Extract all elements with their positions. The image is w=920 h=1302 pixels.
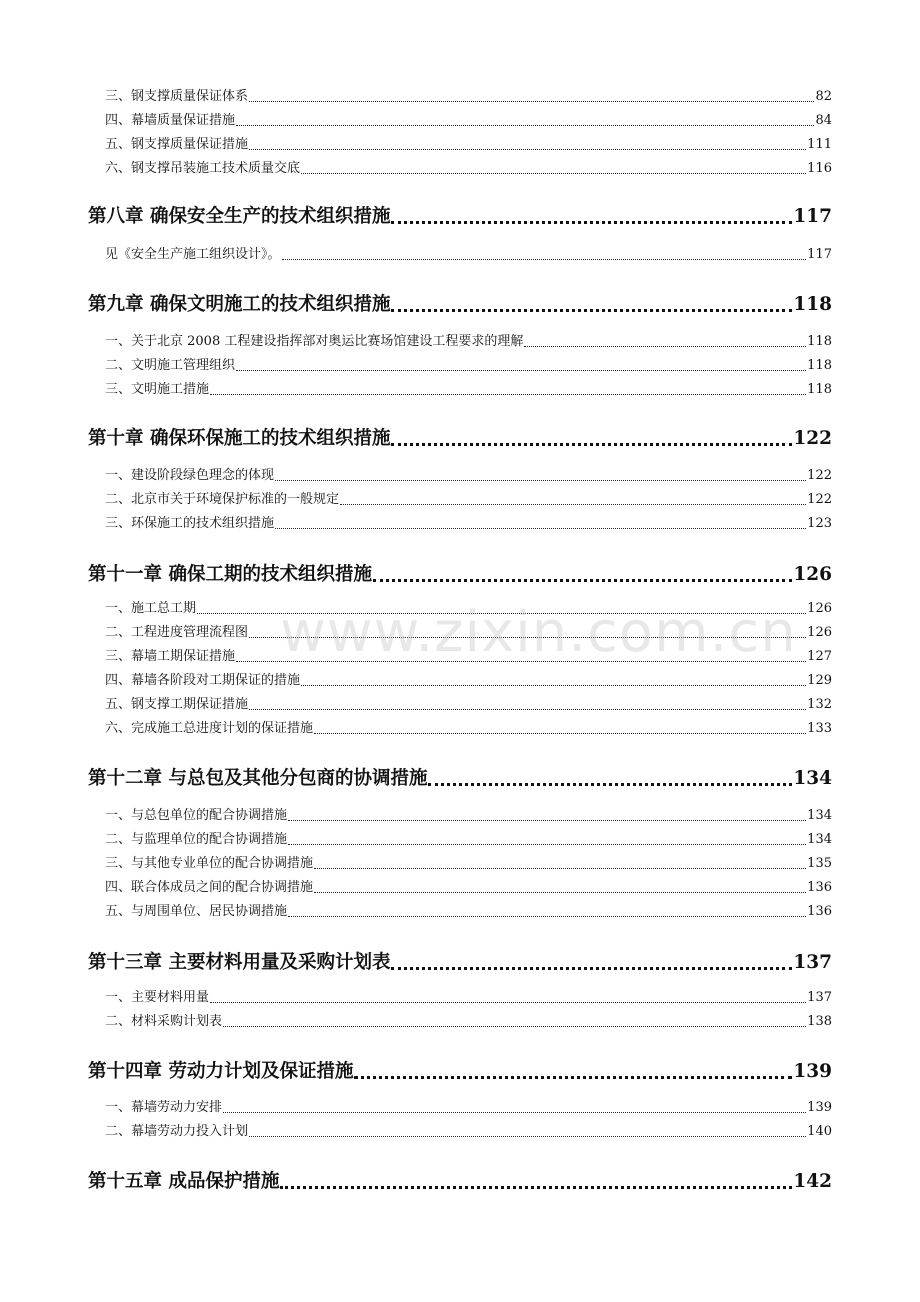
toc-section-entry[interactable] [105,465,832,485]
toc-entry-page-number: 133 [807,721,832,736]
dot-leader [223,1025,806,1027]
toc-entry-page-number: 126 [793,564,832,585]
toc-section-entry[interactable] [105,901,832,921]
toc-entry-title: 二、与监理单位的配合协调措施 [105,832,288,847]
toc-entry-page-number: 134 [807,832,832,847]
toc-entry-title: 第十三章 主要材料用量及采购计划表 [88,952,391,973]
dot-leader [391,442,792,446]
dot-leader [223,1111,806,1113]
toc-entry-title: 五、钢支撑质量保证措施 [105,137,249,152]
dot-leader [236,124,814,126]
dot-leader [210,393,806,395]
dot-leader [197,612,806,614]
dot-leader [288,915,806,917]
toc-entry-title: 第十五章 成品保护措施 [88,1171,280,1192]
toc-section-entry[interactable] [105,829,832,849]
toc-entry-title: 二、文明施工管理组织 [105,358,236,373]
dot-leader [275,479,806,481]
toc-entry-title: 二、北京市关于环境保护标准的一般规定 [105,492,340,507]
toc-entry-page-number: 132 [807,697,832,712]
toc-entry-page-number: 136 [807,880,832,895]
toc-section-entry[interactable] [105,877,832,897]
toc-entry-page-number: 117 [793,206,832,227]
toc-section-entry[interactable] [105,134,832,154]
dot-leader [340,503,806,505]
toc-entry-title: 第十章 确保环保施工的技术组织措施 [88,428,391,449]
dot-leader [288,843,806,845]
toc-section-entry[interactable] [105,1121,832,1141]
toc-section-entry[interactable] [105,489,832,509]
toc-entry-title: 二、材料采购计划表 [105,1014,223,1029]
toc-entry-title: 四、联合体成员之间的配合协调措施 [105,880,314,895]
toc-section-entry[interactable] [105,331,832,351]
toc-section-entry[interactable] [105,718,832,738]
dot-leader [354,1075,792,1079]
dot-leader [314,732,806,734]
toc-section-entry[interactable] [105,987,832,1007]
toc-section-entry[interactable] [105,622,832,642]
toc-entry-title: 一、主要材料用量 [105,990,210,1005]
toc-entry-title: 一、与总包单位的配合协调措施 [105,808,288,823]
toc-entry-page-number: 116 [807,161,832,176]
toc-chapter-entry[interactable] [88,764,832,792]
toc-entry-page-number: 118 [793,294,832,315]
toc-entry-title: 六、钢支撑吊装施工技术质量交底 [105,161,301,176]
toc-entry-page-number: 122 [807,492,832,507]
toc-entry-page-number: 118 [807,334,832,349]
dot-leader [210,1001,806,1003]
toc-section-entry[interactable] [105,355,832,375]
toc-entry-page-number: 117 [807,247,832,262]
toc-entry-page-number: 126 [807,625,832,640]
toc-entry-title: 第九章 确保文明施工的技术组织措施 [88,294,391,315]
toc-entry-page-number: 118 [807,358,832,373]
toc-section-entry[interactable] [105,805,832,825]
dot-leader [249,636,806,638]
toc-entry-page-number: 111 [807,137,832,152]
toc-section-entry[interactable] [105,853,832,873]
toc-section-entry[interactable] [105,598,832,618]
toc-chapter-entry[interactable] [88,1057,832,1085]
toc-entry-title: 一、建设阶段绿色理念的体现 [105,468,275,483]
toc-entry-page-number: 137 [793,952,832,973]
toc-entry-title: 五、钢支撑工期保证措施 [105,697,249,712]
toc-section-entry[interactable] [105,670,832,690]
toc-entry-page-number: 139 [807,1100,832,1115]
toc-entry-page-number: 122 [807,468,832,483]
toc-entry-title: 一、幕墙劳动力安排 [105,1100,223,1115]
dot-leader [280,1185,792,1189]
toc-chapter-entry[interactable] [88,202,832,230]
toc-section-entry[interactable] [105,1011,832,1031]
toc-entry-title: 第十四章 劳动力计划及保证措施 [88,1061,354,1082]
dot-leader [301,172,806,174]
toc-entry-title: 第十二章 与总包及其他分包商的协调措施 [88,768,428,789]
toc-entry-title: 三、文明施工措施 [105,382,210,397]
toc-entry-title: 见《安全生产施工组织设计》。 [105,247,281,262]
toc-entry-page-number: 140 [807,1124,832,1139]
dot-leader [249,148,806,150]
toc-entry-page-number: 135 [807,856,832,871]
toc-entry-page-number: 129 [807,673,832,688]
toc-entry-title: 二、工程进度管理流程图 [105,625,249,640]
toc-entry-page-number: 134 [807,808,832,823]
dot-leader [391,966,792,970]
toc-chapter-entry[interactable] [88,1167,832,1195]
toc-section-entry[interactable] [105,244,832,264]
toc-chapter-entry[interactable] [88,290,832,318]
dot-leader [282,258,807,260]
toc-section-entry[interactable] [105,379,832,399]
toc-entry-title: 一、施工总工期 [105,601,197,616]
toc-chapter-entry[interactable] [88,948,832,976]
toc-entry-page-number: 118 [807,382,832,397]
toc-chapter-entry[interactable] [88,424,832,452]
toc-section-entry[interactable] [105,513,832,533]
toc-entry-page-number: 139 [793,1061,832,1082]
toc-entry-title: 三、与其他专业单位的配合协调措施 [105,856,314,871]
dot-leader [428,782,792,786]
toc-section-entry[interactable] [105,694,832,714]
toc-entry-page-number: 126 [807,601,832,616]
dot-leader [275,527,806,529]
dot-leader [236,369,806,371]
dot-leader [391,308,792,312]
dot-leader [301,684,806,686]
toc-entry-page-number: 142 [793,1171,832,1192]
dot-leader [524,345,806,347]
toc-section-entry[interactable] [105,1097,832,1117]
toc-entry-title: 一、关于北京 2008 工程建设指挥部对奥运比赛场馆建设工程要求的理解 [105,334,524,349]
toc-section-entry[interactable] [105,110,832,130]
toc-section-entry[interactable] [105,86,832,106]
toc-entry-title: 第八章 确保安全生产的技术组织措施 [88,206,391,227]
toc-entry-title: 第十一章 确保工期的技术组织措施 [88,564,372,585]
toc-section-entry[interactable] [105,158,832,178]
dot-leader [236,660,806,662]
toc-entry-page-number: 127 [807,649,832,664]
dot-leader [391,220,792,224]
dot-leader [249,708,806,710]
toc-entry-page-number: 122 [793,428,832,449]
dot-leader [314,891,806,893]
toc-entry-title: 三、环保施工的技术组织措施 [105,516,275,531]
toc-entry-page-number: 134 [793,768,832,789]
toc-entry-page-number: 82 [815,89,832,104]
watermark: www.zixin.com.cn [280,600,797,665]
dot-leader [314,867,806,869]
toc-entry-title: 五、与周围单位、居民协调措施 [105,904,288,919]
toc-section-entry[interactable] [105,646,832,666]
toc-entry-page-number: 137 [807,990,832,1005]
toc-entry-title: 二、幕墙劳动力投入计划 [105,1124,249,1139]
toc-entry-title: 三、钢支撑质量保证体系 [105,89,249,104]
toc-entry-title: 四、幕墙各阶段对工期保证的措施 [105,673,301,688]
toc-entry-page-number: 84 [815,113,832,128]
toc-entry-title: 四、幕墙质量保证措施 [105,113,236,128]
toc-entry-page-number: 136 [807,904,832,919]
toc-entry-title: 三、幕墙工期保证措施 [105,649,236,664]
toc-entry-page-number: 123 [807,516,832,531]
toc-chapter-entry[interactable] [88,560,832,588]
dot-leader [288,819,806,821]
dot-leader [249,1135,806,1137]
toc-entry-title: 六、完成施工总进度计划的保证措施 [105,721,314,736]
dot-leader [373,578,792,582]
dot-leader [249,100,814,102]
toc-entry-page-number: 138 [807,1014,832,1029]
